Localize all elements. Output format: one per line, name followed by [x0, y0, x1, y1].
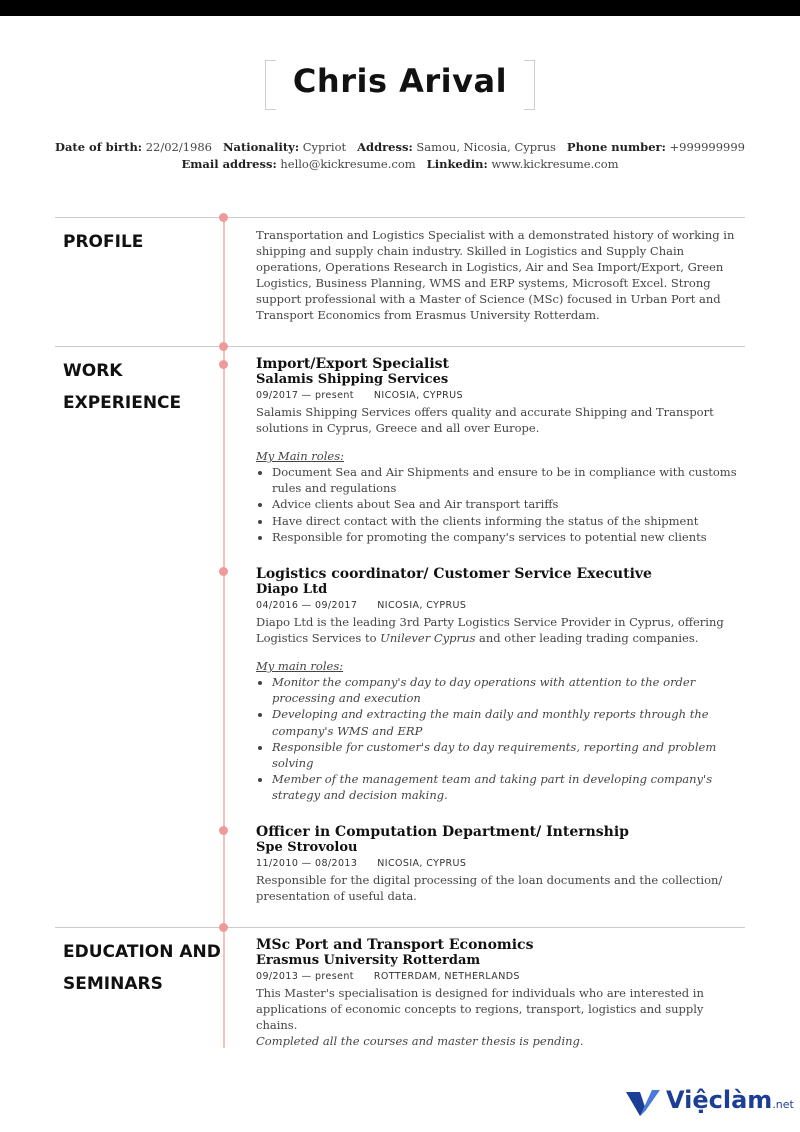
- email-link[interactable]: hello@kickresume.com: [280, 157, 416, 171]
- job-dates: 11/2010 — 08/2013: [256, 858, 358, 869]
- job-title: Officer in Computation Department/ Internship: [256, 824, 629, 840]
- job-title: Import/Export Specialist: [256, 356, 450, 372]
- nationality-label: Nationality:: [222, 140, 300, 154]
- profile-text: Transportation and Logistics Specialist with a demonstrated history of working in shipping and supply chain industry. Skilled in Logistics and Supply Chain operations, Operations Research in Logistics, Air and Sea Import/Export, Green Logistics, Business Planning, WMS and ERP systems, Microsoft Excel. Strong support professional with a Master of Science (MSc) focused in Urban Port and Transport Economics from Erasmus University Rotterdam.: [256, 228, 735, 323]
- job-location: NICOSIA, CYPRUS: [377, 858, 467, 869]
- phone-label: Phone number:: [566, 140, 666, 154]
- divider-profile: [55, 217, 745, 218]
- logo-brand: Việclàm: [666, 1086, 773, 1114]
- logo-text: [666, 1086, 794, 1114]
- degree-title: MSc Port and Transport Economics: [256, 937, 534, 953]
- candidate-name: Chris Arival: [292, 62, 508, 100]
- section-title-education: [63, 936, 221, 1000]
- education-note: Completed all the courses and master thesis is pending.: [256, 1034, 584, 1049]
- list-item: • Advice clients about Sea and Air transport tariffs: [272, 496, 741, 512]
- education-description: This Master's specialisation is designed for individuals who are interested in applications of economic concepts to regions, transport, logistics and supply chains.: [256, 986, 704, 1033]
- linkedin-label: Linkedin:: [426, 157, 488, 171]
- company-name: Spe Strovolou: [256, 840, 358, 855]
- logo-mark-icon: [626, 1088, 662, 1118]
- divider-work: [55, 346, 745, 347]
- list-item: • Have direct contact with the clients informing the status of the shipment: [272, 513, 741, 529]
- timeline-dot: [219, 360, 228, 369]
- nationality: Cypriot: [302, 140, 347, 154]
- name-header: [265, 60, 535, 108]
- list-item: • Responsible for customer's day to day requirements, reporting and problem solving: [272, 739, 741, 771]
- timeline-dot: [219, 567, 228, 576]
- job-entry: [256, 824, 741, 904]
- job-location: NICOSIA, CYPRUS: [373, 390, 463, 401]
- job-meta: [256, 388, 741, 404]
- phone: +999999999: [669, 140, 745, 154]
- section-title-work: [63, 355, 181, 419]
- description-text: Diapo Ltd is the leading 3rd Party Logistics Service Provider in Cyprus, offering Logistics Services to: [256, 615, 724, 646]
- job-entry: [256, 356, 741, 545]
- section-title-line: WORK: [63, 361, 123, 381]
- job-dates: 09/2017 — present: [256, 390, 354, 401]
- education-location: ROTTERDAM, NETHERLANDS: [373, 971, 520, 982]
- job-location: NICOSIA, CYPRUS: [377, 600, 467, 611]
- description-text: and other leading trading companies.: [475, 631, 699, 646]
- school-name: Erasmus University Rotterdam: [256, 953, 481, 968]
- section-title-line: SEMINARS: [63, 974, 163, 994]
- dob-label: Date of birth:: [54, 140, 143, 154]
- company-name: Salamis Shipping Services: [256, 372, 449, 387]
- address-label: Address:: [357, 140, 413, 154]
- section-title-profile: PROFILE: [63, 232, 144, 252]
- logo-suffix: .net: [772, 1098, 794, 1111]
- roles-heading: My main roles:: [256, 659, 344, 674]
- job-meta: [256, 856, 741, 872]
- list-item: • Developing and extracting the main daily and monthly reports through the company's WMS and ERP: [272, 706, 741, 738]
- section-title-line: EXPERIENCE: [63, 393, 182, 413]
- address: Samou, Nicosia, Cyprus: [416, 140, 556, 154]
- education-entry: [256, 937, 741, 1049]
- list-item: • Monitor the company's day to day operations with attention to the order processing and execution: [272, 674, 741, 706]
- timeline-dot: [219, 826, 228, 835]
- job-meta: [256, 598, 741, 614]
- roles-list: [256, 464, 741, 544]
- section-title-line: EDUCATION AND: [63, 942, 221, 962]
- job-entry: [256, 566, 741, 803]
- job-description: Responsible for the digital processing of the loan documents and the collection/ presentation of useful data.: [256, 873, 723, 904]
- divider-education: [55, 927, 745, 928]
- timeline-dot: [219, 923, 228, 932]
- job-description: [256, 614, 741, 646]
- company-name: Diapo Ltd: [256, 582, 328, 597]
- list-item: • Member of the management team and taking part in developing company's strategy and decision making.: [272, 771, 741, 803]
- list-item: • Responsible for promoting the company's services to potential new clients: [272, 529, 741, 545]
- job-description: Salamis Shipping Services offers quality and accurate Shipping and Transport solutions in Cyprus, Greece and all over Europe.: [256, 405, 714, 436]
- job-title: Logistics coordinator/ Customer Service Executive: [256, 566, 652, 582]
- roles-heading: My Main roles:: [256, 449, 344, 464]
- education-dates: 09/2013 — present: [256, 971, 354, 982]
- linkedin-link[interactable]: www.kickresume.com: [491, 157, 619, 171]
- dob: 22/02/1986: [145, 140, 213, 154]
- description-emphasis: Unilever Cyprus: [380, 631, 476, 646]
- timeline-dot: [219, 213, 228, 222]
- education-meta: [256, 969, 741, 985]
- vieclam-logo: [626, 1086, 796, 1120]
- top-bar: [0, 0, 800, 16]
- list-item: • Document Sea and Air Shipments and ensure to be in compliance with customs rules and regulations: [272, 464, 741, 496]
- roles-list: [256, 674, 741, 803]
- email-label: Email address:: [181, 157, 277, 171]
- contact-line-1: [0, 140, 800, 154]
- timeline-dot: [219, 342, 228, 351]
- job-dates: 04/2016 — 09/2017: [256, 600, 358, 611]
- contact-line-2: [0, 157, 800, 171]
